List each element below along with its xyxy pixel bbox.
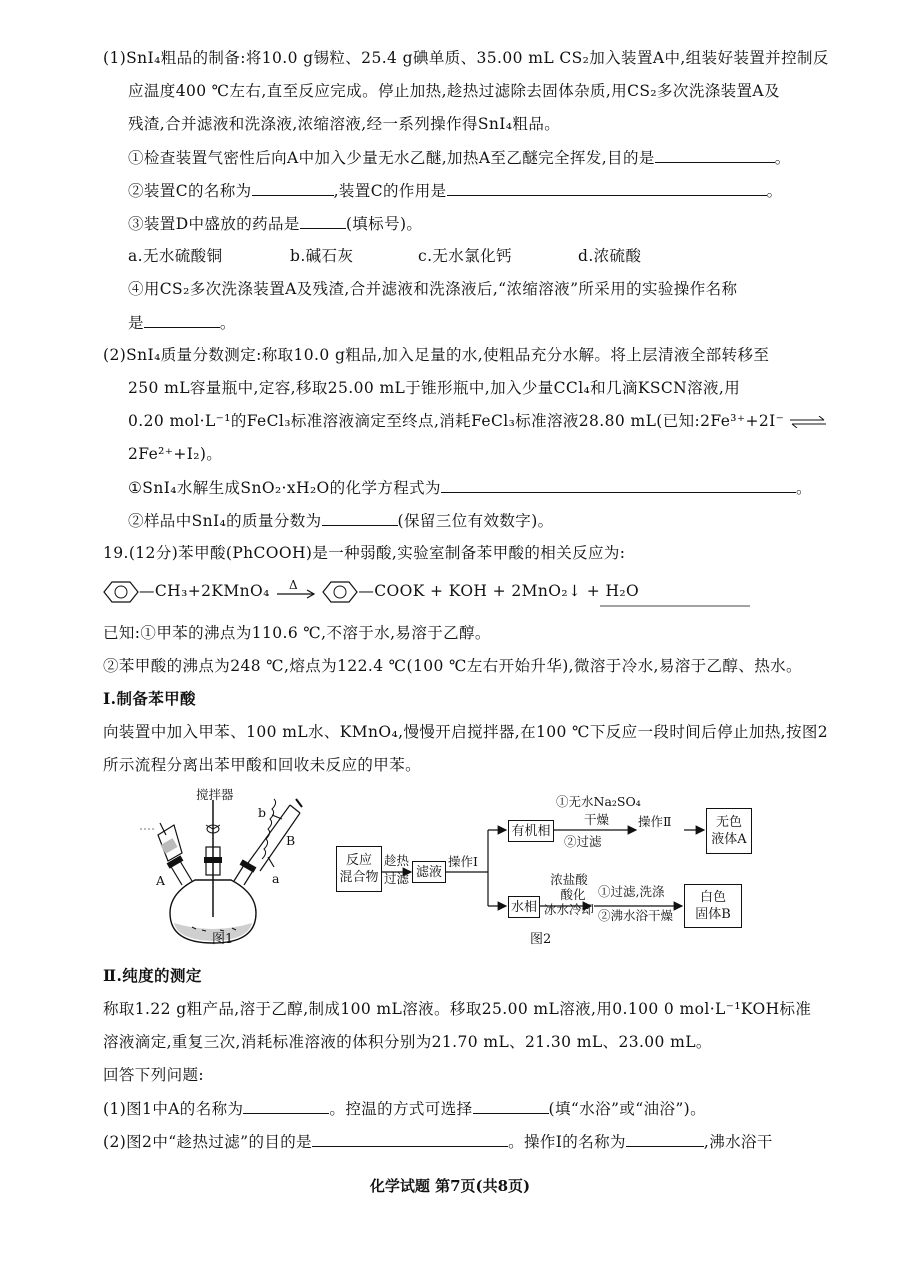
box-liquid-A <box>706 808 752 854</box>
dash-line <box>600 603 750 609</box>
dry-step1-label: ①无水Na₂SO₄ <box>556 794 641 809</box>
q19-prep-line1: 向装置中加入甲苯、100 mL水、KMnO₄,慢慢开启搅拌器,在100 ℃下反应一段时间后停止加热,按图2 <box>103 723 829 741</box>
q19-purity-line2: 溶液滴定,重复三次,消耗标准溶液的体积分别为21.70 mL、21.30 mL、23.00 mL。 <box>103 1033 712 1051</box>
q18-t1 <box>128 476 812 499</box>
boil-dry-label: ②沸水浴干燥 <box>598 908 674 923</box>
op1-label: 操作Ⅰ <box>448 854 478 869</box>
q18-t1-text: ①SnI₄水解生成SnO₂·xH₂O的化学方程式为 <box>128 479 441 497</box>
acid-text: 冰水冷却 <box>544 902 595 917</box>
answer-blank[interactable] <box>322 509 398 526</box>
q19-a2-text-a: (2)图2中“趁热过滤”的目的是 <box>103 1133 313 1151</box>
q18-part2-line1: (2)SnI₄质量分数测定:称取10.0 g粗品,加入足量的水,使粗品充分水解。将上层清液全部转移至 <box>103 346 770 364</box>
equation-reactants: —CH₃+2KMnO₄ <box>139 582 270 600</box>
q19-purity-line1: 称取1.22 g粗产品,溶于乙醇,制成100 mL溶液。移取25.00 mL溶液,用0.100 0 mol·L⁻¹KOH标准 <box>103 1000 812 1018</box>
q18-part2-line4: 2Fe²⁺+I₂)。 <box>128 445 223 463</box>
q18-sub3-text-a: ③装置D中盛放的药品是 <box>128 215 300 233</box>
q18-sub2-text-a: ②装置C的名称为 <box>128 182 252 200</box>
q19-answer2 <box>103 1130 773 1153</box>
answer-blank[interactable] <box>300 212 346 229</box>
dry-step3-label: ②过滤 <box>564 834 602 849</box>
box-aqueous-phase: 水相 <box>508 896 540 918</box>
equation-products: —COOK + KOH + 2MnO₂↓ + H₂O <box>358 582 640 600</box>
q19-a1-text-c: (填“水浴”或“油浴”)。 <box>548 1100 707 1118</box>
q18-option-d: d.浓硫酸 <box>578 247 642 265</box>
label-a: a <box>272 871 280 886</box>
q18-sub1-text: ①检查装置气密性后向A中加入少量无水乙醚,加热A至乙醚完全挥发,目的是 <box>128 149 655 167</box>
stirrer-label: 搅拌器 <box>196 787 234 802</box>
figure-2-caption: 图2 <box>530 932 552 947</box>
period: 。 <box>774 149 791 167</box>
answer-blank[interactable] <box>626 1130 704 1147</box>
flask-apparatus-icon <box>140 785 320 950</box>
label-B: B <box>286 833 296 848</box>
box-text: 固体B <box>695 907 731 922</box>
heat-arrow <box>275 578 317 602</box>
filter-wash-label: ①过滤,洗涤 <box>598 884 665 899</box>
q18-sub4-line1: ④用CS₂多次洗涤装置A及残渣,合并滤液和洗涤液后,“浓缩溶液”所采用的实验操作名称 <box>128 280 738 298</box>
box-filtrate: 滤液 <box>412 861 446 883</box>
box-text: 无色 <box>715 815 742 830</box>
box-text: 白色 <box>699 890 726 905</box>
q19-equation <box>103 580 639 606</box>
q19-a1-text-b: 。控温的方式可选择 <box>329 1100 473 1118</box>
q18-part2-line3 <box>128 410 826 432</box>
label-A: A <box>156 873 166 888</box>
figure-1-caption: 图1 <box>212 932 234 947</box>
hot-text: 过滤 <box>384 871 410 886</box>
q18-part2-line2: 250 mL容量瓶中,定容,移取25.00 mL于锥形瓶中,加入少量CCl₄和几滴KSCN溶液,用 <box>128 379 741 397</box>
page-footer: 化学试题 第7页(共8页) <box>369 1177 531 1195</box>
q18-part2-line3-text: 0.20 mol·L⁻¹的FeCl₃标准溶液滴定至终点,消耗FeCl₃标准溶液28.80 mL(已知:2Fe³⁺+2I⁻ <box>128 412 785 430</box>
acidify-label <box>544 872 594 917</box>
q19-ask: 回答下列问题: <box>103 1066 205 1084</box>
answer-blank[interactable] <box>473 1097 549 1114</box>
q19-a2-text-b: 。操作Ⅰ的名称为 <box>508 1133 626 1151</box>
q18-part1-line3: 残渣,合并滤液和洗涤液,浓缩溶液,经一系列操作得SnI₄粗品。 <box>128 115 561 133</box>
box-solid-B <box>684 884 742 928</box>
dry-step2-label: 干燥 <box>584 812 610 827</box>
answer-blank[interactable] <box>312 1130 508 1147</box>
label-b: b <box>258 805 267 820</box>
q18-sub2-text-b: ,装置C的作用是 <box>333 182 447 200</box>
q18-sub3-text-b: (填标号)。 <box>345 215 423 233</box>
answer-blank[interactable] <box>243 1097 329 1114</box>
q18-t2 <box>128 509 554 532</box>
q18-part1-line1: (1)SnI₄粗品的制备:将10.0 g锡粒、25.4 g碘单质、35.00 mL CS₂加入装置A中,组装好装置并控制反 <box>103 49 829 67</box>
answer-blank[interactable] <box>655 146 775 163</box>
box-text: 混合物 <box>339 870 379 885</box>
period: 。 <box>766 182 783 200</box>
q19-heading: 19.(12分)苯甲酸(PhCOOH)是一种弱酸,实验室制备苯甲酸的相关反应为: <box>103 544 626 562</box>
q18-option-c: c.无水氯化钙 <box>418 247 512 265</box>
q18-sub1 <box>128 146 791 169</box>
op2-label: 操作Ⅱ <box>638 814 672 829</box>
box-reaction-mixture <box>336 846 382 892</box>
q18-option-a: a.无水硫酸铜 <box>128 247 223 265</box>
acid-text: 酸化 <box>560 887 586 902</box>
figure-2-flowchart <box>336 790 766 930</box>
period: 。 <box>795 479 812 497</box>
period: 。 <box>219 314 236 332</box>
q19-section1: Ⅰ.制备苯甲酸 <box>103 689 196 708</box>
q19-prep-line2: 所示流程分离出苯甲酸和回收未反应的甲苯。 <box>103 756 422 774</box>
q19-known2: ②苯甲酸的沸点为248 ℃,熔点为122.4 ℃(100 ℃左右开始升华),微溶于冷水,易溶于乙醇、热水。 <box>103 657 802 675</box>
q19-answer1 <box>103 1097 706 1120</box>
q18-sub3 <box>128 212 422 235</box>
q18-option-b: b.碱石灰 <box>290 247 354 265</box>
box-text: 液体A <box>711 832 747 847</box>
answer-blank[interactable] <box>447 179 767 196</box>
benzene-ring-icon <box>322 580 358 604</box>
answer-blank[interactable] <box>252 179 334 196</box>
equilibrium-arrow-icon <box>790 416 826 428</box>
q18-t2-text-a: ②样品中SnI₄的质量分数为 <box>128 512 322 530</box>
q18-t2-text-b: (保留三位有效数字)。 <box>397 512 554 530</box>
q18-part1-line2: 应温度400 ℃左右,直至反应完成。停止加热,趁热过滤除去固体杂质,用CS₂多次洗涤装置A及 <box>128 82 780 100</box>
hot-text: 趁热 <box>384 853 410 868</box>
box-text: 反应 <box>345 853 372 868</box>
figure-1-apparatus <box>140 785 320 950</box>
acid-text: 浓盐酸 <box>550 872 588 887</box>
answer-blank[interactable] <box>144 311 220 328</box>
box-organic-phase: 有机相 <box>508 820 554 842</box>
q18-sub4-text: 是 <box>128 314 144 332</box>
reaction-arrow-icon <box>275 582 317 602</box>
delta-symbol: Δ <box>289 578 299 592</box>
q19-a1-text-a: (1)图1中A的名称为 <box>103 1100 244 1118</box>
answer-blank[interactable] <box>441 476 796 493</box>
q18-sub2 <box>128 179 782 202</box>
q19-a2-text-c: ,沸水浴干 <box>703 1133 773 1151</box>
hot-filter-label <box>384 852 409 888</box>
q18-sub4-line2 <box>128 311 236 334</box>
q19-section2: Ⅱ.纯度的测定 <box>103 966 202 985</box>
benzene-ring-icon <box>103 580 139 604</box>
q19-known1: 已知:①甲苯的沸点为110.6 ℃,不溶于水,易溶于乙醇。 <box>103 624 491 642</box>
